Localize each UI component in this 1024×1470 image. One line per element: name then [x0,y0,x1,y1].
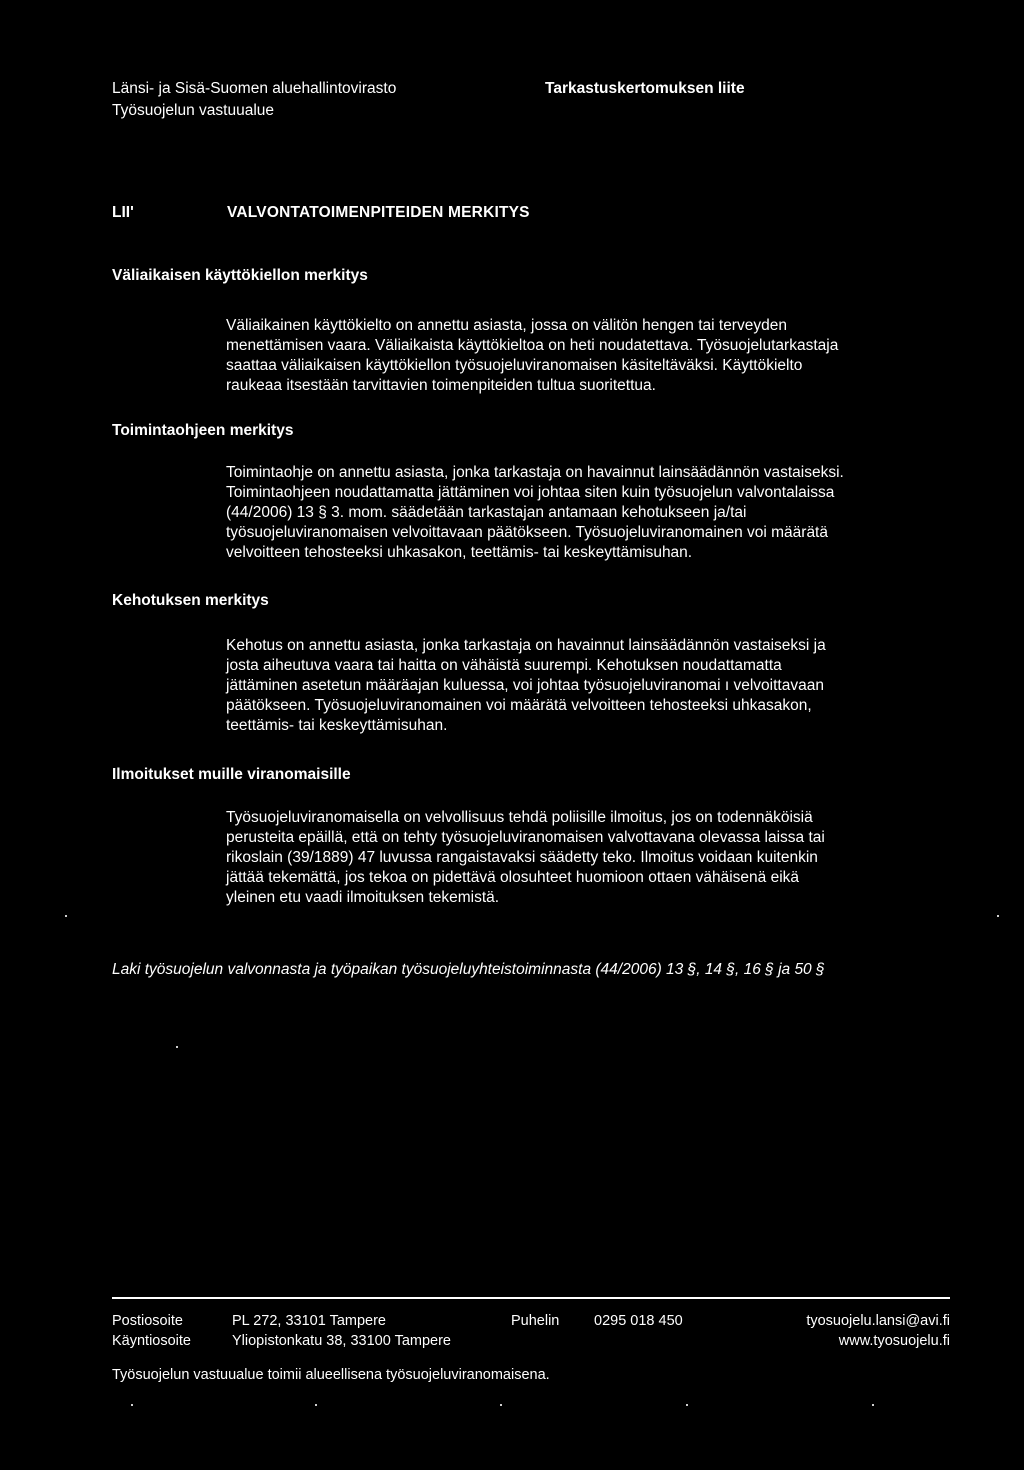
body-line: velvoitteen tehosteeksi uhkasakon, teettämis- tai keskeyttämisuhan. [226,544,693,561]
footer-visit-address: Yliopistonkatu 38, 33100 Tampere [232,1333,451,1349]
body-line: raukeaa itsestään tarvittavien toimenpiteiden tultua suoritettua. [226,377,656,394]
section-heading-request: Kehotuksen merkitys [112,592,269,609]
section-body-request [226,636,961,736]
body-line: perusteita epäillä, että on tehty työsuojeluviranomaisen valvottavana olevassa laissa tai [226,829,825,846]
body-line: teettämis- tai keskeyttämisuhan. [226,717,448,734]
scan-speck [872,1404,874,1406]
scan-speck [65,915,67,917]
body-line: josta aiheutuva vaara tai haitta on vähäistä suurempi. Kehotuksen noudattamatta [226,657,782,674]
body-line: päätökseen. Työsuojeluviranomainen voi määrätä velvoitteen tehosteeksi uhkasakon, [226,697,812,714]
footer-phone-number: 0295 018 450 [594,1313,683,1329]
section-heading-temporary-ban: Väliaikaisen käyttökiellon merkitys [112,267,368,284]
section-heading-instruction: Toimintaohjeen merkitys [112,422,294,439]
body-line: menettämisen vaara. Väliaikaista käyttökieltoa on heti noudatettava. Työsuojelutarkastaja [226,337,839,354]
footer-visit-label: Käyntiosoite [112,1333,191,1349]
body-line: jättää tekemättä, jos tekoa on pidettävä olosuhteet huomioon ottaen vähäisenä eikä [226,869,800,886]
section-body-temporary-ban [226,316,961,396]
section-body-instruction [226,463,961,563]
document-title: VALVONTATOIMENPITEIDEN MERKITYS [227,204,530,221]
scan-speck [997,915,999,917]
scan-speck [315,1404,317,1406]
document-type: Tarkastuskertomuksen liite [545,80,745,97]
law-reference: Laki työsuojelun valvonnasta ja työpaikan työsuojeluyhteistoiminnasta (44/2006) 13 §, 14 §, 16 § ja 50 § [112,961,825,978]
scan-speck [131,1404,133,1406]
document-code: LII' [112,204,134,221]
body-line: Väliaikainen käyttökielto on annettu asiasta, jossa on välitön hengen tai terveyden [226,317,787,334]
scan-speck [686,1404,688,1406]
footer-email-link[interactable]: tyosuojelu.lansi@avi.fi [806,1313,950,1329]
footer-phone-label: Puhelin [511,1313,560,1329]
department-name: Työsuojelun vastuualue [112,102,275,119]
body-line: Toimintaohje on annettu asiasta, jonka tarkastaja on havainnut lainsäädännön vastaiseksi. [226,464,844,481]
body-line: jättäminen asetetun määräajan kuluessa, voi johtaa työsuojeluviranomai ı velvoittavaan [226,677,824,694]
body-line: Työsuojeluviranomaisella on velvollisuus tehdä poliisille ilmoitus, jos on todennäköisiä [226,809,813,826]
body-line: (44/2006) 13 § 3. mom. säädetään tarkastajan antamaan kehotukseen ja/tai [226,504,747,521]
footer-website-link[interactable]: www.tyosuojelu.fi [838,1333,950,1349]
footer-postal-address: PL 272, 33101 Tampere [232,1313,386,1329]
section-heading-notifications: Ilmoitukset muille viranomaisille [112,766,351,783]
body-line: Kehotus on annettu asiasta, jonka tarkastaja on havainnut lainsäädännön vastaiseksi ja [226,637,826,654]
body-line: työsuojeluviranomaisen velvoittavaan päätökseen. Työsuojeluviranomainen voi määrätä [226,524,828,541]
footer-postal-label: Postiosoite [112,1313,183,1329]
body-line: Toimintaohjeen noudattamatta jättäminen voi johtaa siten kuin työsuojelun valvontalaissa [226,484,835,501]
body-line: rikoslain (39/1889) 47 luvussa rangaistavaksi säädetty teko. Ilmoitus voidaan kuitenkin [226,849,818,866]
organization-header [112,78,396,122]
footer-divider [112,1297,950,1299]
footer-note: Työsuojelun vastuualue toimii alueellisena työsuojeluviranomaisena. [112,1367,550,1383]
body-line: saattaa väliaikaisen käyttökiellon työsuojeluviranomaisen käsiteltäväksi. Käyttökielto [226,357,803,374]
section-body-notifications [226,808,961,908]
body-line: yleinen etu vaadi ilmoituksen tekemistä. [226,889,500,906]
scan-speck [500,1404,502,1406]
organization-name: Länsi- ja Sisä-Suomen aluehallintovirasto [112,80,397,97]
scan-speck [176,1046,178,1048]
